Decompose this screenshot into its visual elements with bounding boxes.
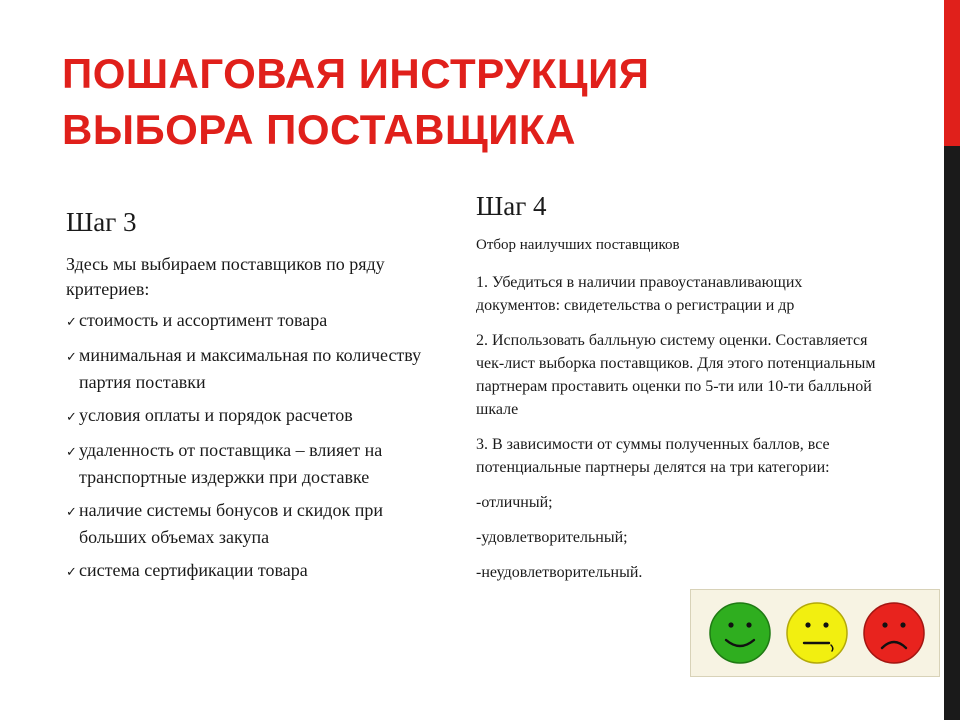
slide-title xyxy=(62,46,922,158)
happy-face-icon xyxy=(710,603,770,663)
checkmark-icon: ✓ xyxy=(66,445,77,460)
step-4-intro: Отбор наилучших поставщиков xyxy=(476,237,680,253)
step-4-heading: Шаг 4 xyxy=(476,191,547,221)
step-3-column xyxy=(66,206,446,593)
criteria-item-text: наличие системы бонусов и скидок при больших объемах закупа xyxy=(79,500,383,547)
step-4-paragraph-1: 1. Убедиться в наличии правоустанавливающих документов: свидетельства о регистрации и др xyxy=(476,274,803,314)
checkmark-icon: ✓ xyxy=(66,505,77,520)
criteria-list xyxy=(66,308,446,585)
rating-faces-svg xyxy=(691,590,939,676)
criteria-item-text: стоимость и ассортимент товара xyxy=(79,310,328,330)
criteria-item-text: система сертификации товара xyxy=(79,560,308,580)
step-4-paragraph-2: 2. Использовать балльную систему оценки. Составляется чек-лист выборка поставщиков. Для этого потенциальным партнерам проставить оценки по 5-ти или 10-ти балльной шкале xyxy=(476,332,876,418)
criteria-item xyxy=(66,438,446,490)
step-3-heading: Шаг 3 xyxy=(66,207,137,237)
criteria-item-text: условия оплаты и порядок расчетов xyxy=(79,405,353,425)
category-unsatisfactory: -неудовлетворительный. xyxy=(476,564,643,581)
criteria-item xyxy=(66,558,446,585)
side-accent-red xyxy=(944,0,960,146)
criteria-item-text: удаленность от поставщика – влияет на транспортные издержки при доставке xyxy=(79,440,383,487)
checkmark-icon: ✓ xyxy=(66,565,77,580)
neutral-face-icon xyxy=(787,603,847,663)
criteria-item-text: минимальная и максимальная по количеству партия поставки xyxy=(79,345,422,392)
checkmark-icon: ✓ xyxy=(66,350,77,365)
category-satisfactory: -удовлетворительный; xyxy=(476,529,628,546)
criteria-item xyxy=(66,498,446,550)
criteria-item xyxy=(66,403,446,430)
checkmark-icon: ✓ xyxy=(66,315,77,330)
category-excellent: -отличный; xyxy=(476,494,553,511)
sad-face-icon xyxy=(864,603,924,663)
side-accent-bar xyxy=(944,0,960,720)
step-4-column xyxy=(476,190,886,596)
slide-title-line-2: ВЫБОРА ПОСТАВЩИКА xyxy=(62,106,576,153)
criteria-item xyxy=(66,308,446,335)
checkmark-icon: ✓ xyxy=(66,410,77,425)
slide-title-line-1: ПОШАГОВАЯ ИНСТРУКЦИЯ xyxy=(62,50,650,97)
step-4-paragraph-3: 3. В зависимости от суммы полученных баллов, все потенциальные партнеры делятся на три категории: xyxy=(476,436,830,476)
step-3-intro: Здесь мы выбираем поставщиков по ряду критериев: xyxy=(66,254,385,299)
rating-faces-image xyxy=(690,589,940,677)
criteria-item xyxy=(66,343,446,395)
